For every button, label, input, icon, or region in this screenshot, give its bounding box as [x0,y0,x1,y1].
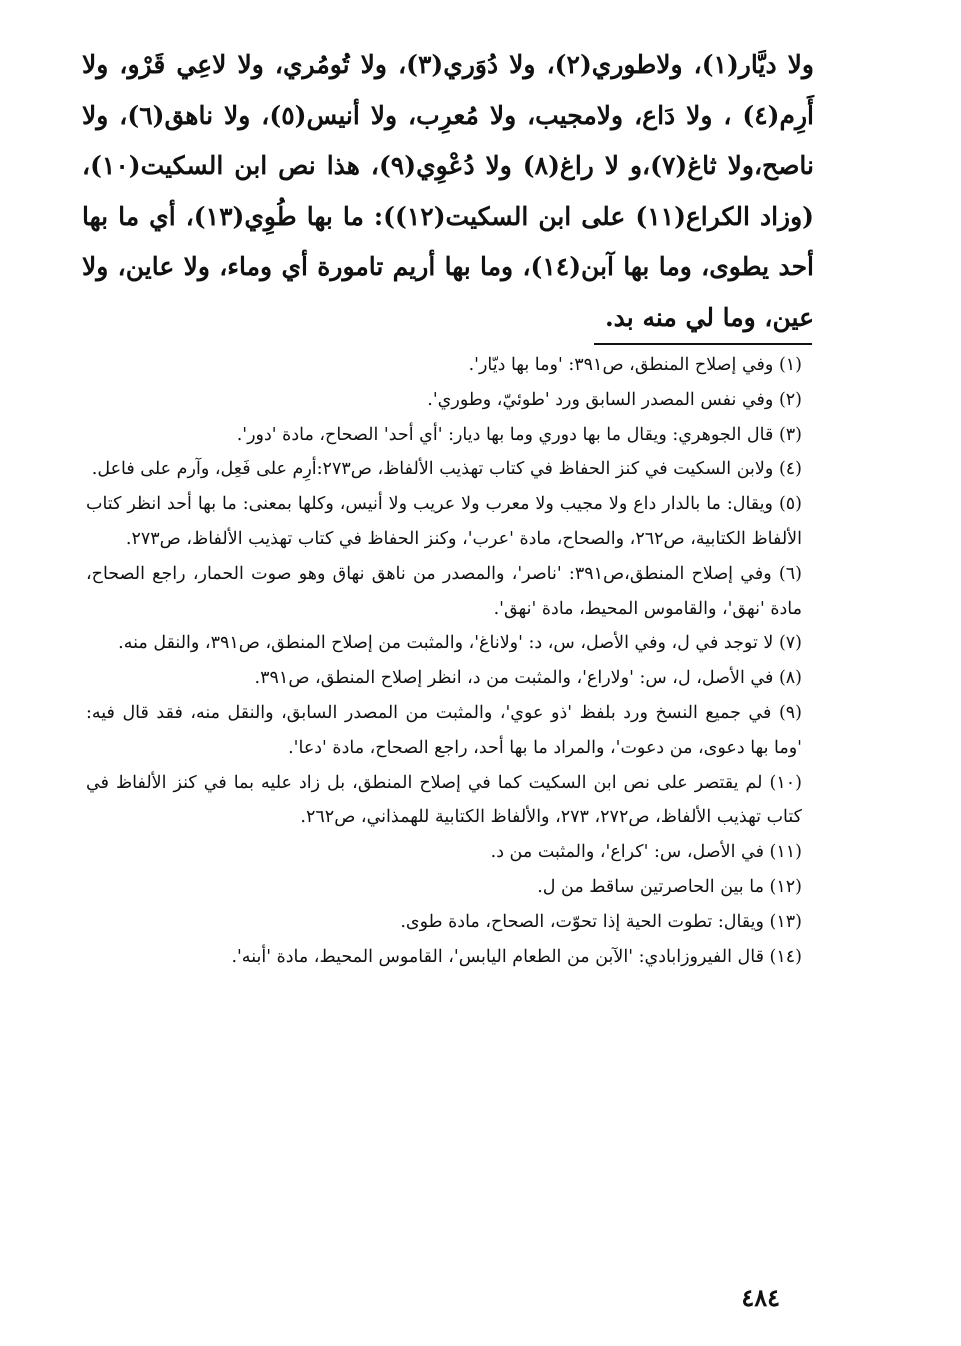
footnote-item [86,557,802,627]
footnote-number: (١٤) [769,946,802,967]
footnote-text: وفي إصلاح المنطق، ص٣٩١: 'وما بها ديّار'. [468,355,774,375]
footnote-number: (٨) [778,668,802,689]
footnote-item [86,766,802,836]
footnote-number: (١٣) [769,911,802,932]
footnote-number: (٣) [778,424,802,445]
footnote-item [86,696,802,766]
page-number: ٤٨٤ [741,1283,780,1312]
footnote-item [86,940,802,975]
footnote-text: لا توجد في ل، وفي الأصل، س، د: 'ولاناغ'، والمثبت من إصلاح المنطق، ص٣٩١، والنقل منه. [118,633,774,654]
footnote-number: (٧) [778,633,802,654]
footnote-item [86,487,802,557]
footnote-item [86,905,802,940]
footnote-text: قال الفيروزابادي: 'الآبن من الطعام اليابس'، القاموس المحيط، مادة 'أبنه'. [231,946,764,967]
footnote-number: (٦) [778,563,802,584]
footnote-text: وفي نفس المصدر السابق ورد 'طوئيّ، وطوري'. [427,389,774,410]
footnote-item [86,661,802,696]
footnote-item [86,626,802,661]
footnote-number: (١٠) [769,772,802,793]
footnote-number: (٩) [778,702,802,723]
footnote-number: (١) [778,355,802,375]
footnote-separator [594,343,812,345]
footnote-text: قال الجوهري: ويقال ما بها دوري وما بها ديار: 'أي أحد' الصحاح، مادة 'دور'. [236,424,774,445]
footnote-text: في الأصل، س: 'كراع'، والمثبت من د. [490,842,764,863]
footnote-text: ولابن السكيت في كنز الحفاظ في كتاب تهذيب الألفاظ، ص٢٧٣:أرِم على فَعِل، وآرم على فاعل. [91,459,774,480]
footnote-number: (٤) [778,459,802,480]
main-paragraph: ولا ديَّار(١)، ولاطوري(٢)، ولا دُوَري(٣)، ولا تُومُري، ولا لاعِي قَرْو، ولا أَرِم(٤) ، ولا دَاع، ولامجيب، ولا مُعرِب، ولا أنيس(٥)، ولا ناهق(٦)، ولا ناصح،ولا ثاغ(٧)،و لا راغ(٨) ولا دُعْوِي(٩)، هذا نص ابن السكيت(١٠)، (وزاد الكراع(١١) على ابن السكيت(١٢)): ما بها طُوِي(١٣)، أي ما بها أحد يطوى، وما بها آبن(١٤)، وما بها أريم تامورة أي وماء، ولا عاين، ولا عين، وما لي منه بد. [82,50,815,332]
footnote-item [86,348,802,383]
footnote-item [86,452,802,487]
main-text-block [82,40,814,343]
footnote-text: لم يقتصر على نص ابن السكيت كما في إصلاح المنطق، بل زاد عليه بما في كنز الألفاظ في كتاب تهذيب الألفاظ، ص٢٧٢، ٢٧٣، والألفاظ الكتابية للهمذاني، ص٢٦٢. [86,772,802,828]
footnote-number: (٥) [778,494,802,515]
footnote-text: ما بين الحاصرتين ساقط من ل. [537,876,764,897]
footnote-number: (١٢) [769,876,802,897]
footnotes-list [86,348,802,974]
footnote-item [86,418,802,453]
footnote-item [86,383,802,418]
footnote-item [86,835,802,870]
footnote-number: (١١) [769,842,802,863]
footnote-text: وفي إصلاح المنطق،ص٣٩١: 'ناصر'، والمصدر من ناهق نهاق وهو صوت الحمار، راجع الصحاح، مادة 'نهق'، والقاموس المحيط، مادة 'نهق'. [86,563,802,619]
footnote-item [86,870,802,905]
footnote-text: في الأصل، ل، س: 'ولاراع'، والمثبت من د، انظر إصلاح المنطق، ص٣٩١. [254,668,774,689]
footnote-text: ويقال: ما بالدار داع ولا مجيب ولا معرب ولا عريب ولا أنيس، وكلها بمعنى: ما بها أحد انظر كتاب الألفاظ الكتابية، ص٢٦٢، والصحاح، مادة 'عرب'، وكنز الحفاظ في كتاب تهذيب الألفاظ، ص٢٧٣. [86,494,802,549]
footnote-text: في جميع النسخ ورد بلفظ 'ذو عوي'، والمثبت من المصدر السابق، والنقل منه، فقد قال فيه: 'وما بها دعوى، من دعوت'، والمراد ما بها أحد، راجع الصحاح، مادة 'دعا'. [86,702,802,758]
footnote-text: ويقال: تطوت الحية إذا تحوّت، الصحاح، مادة طوى. [400,911,764,932]
footnote-number: (٢) [778,389,802,410]
